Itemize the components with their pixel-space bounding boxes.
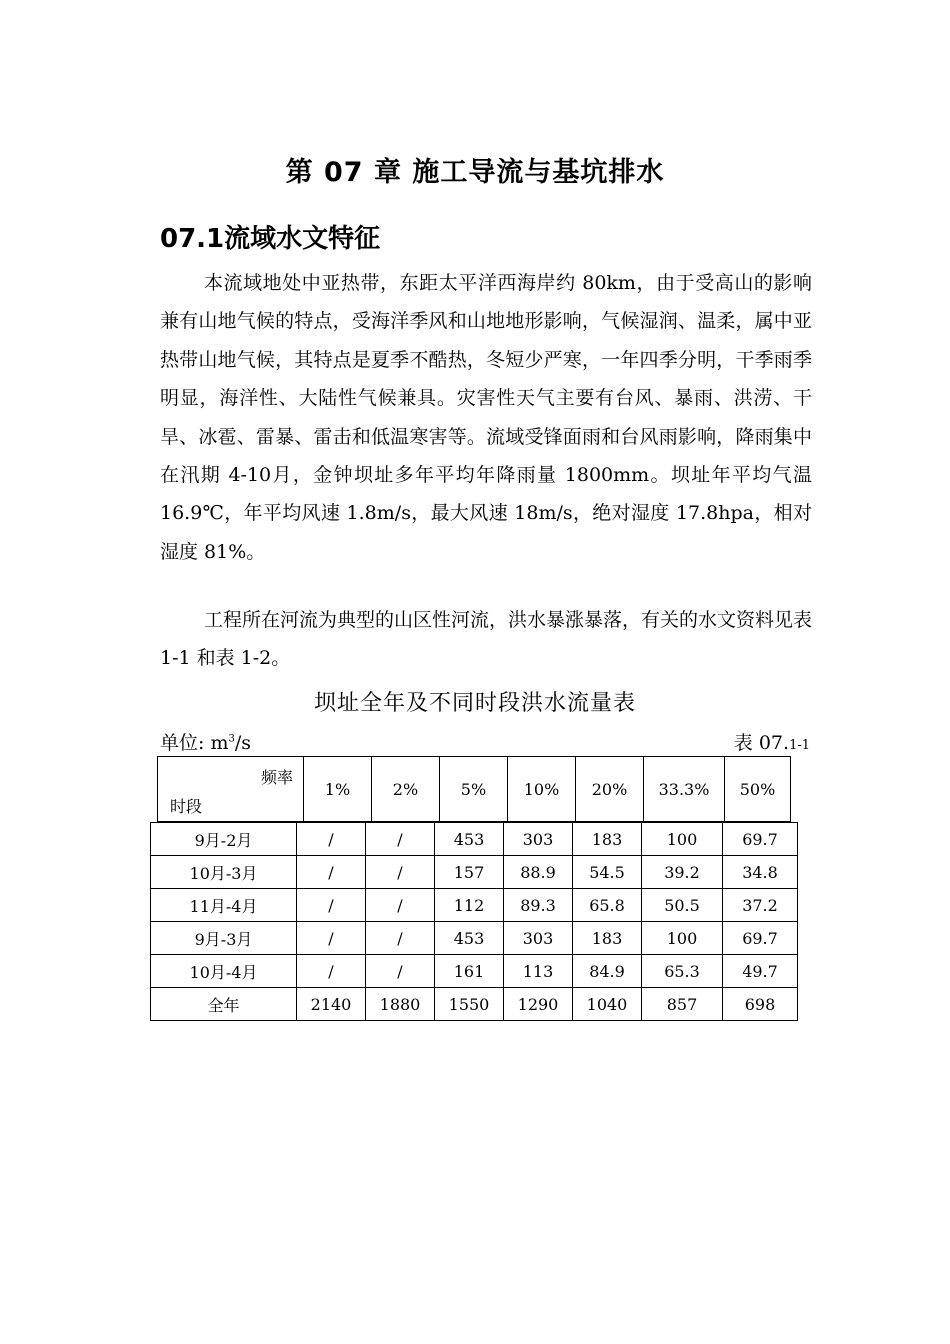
flow-cell: 113: [504, 955, 573, 988]
flow-cell: 100: [642, 823, 723, 856]
flow-cell: 1290: [504, 988, 573, 1021]
flow-cell: 65.8: [573, 889, 642, 922]
flood-table-header: [157, 756, 791, 822]
flow-cell: 857: [642, 988, 723, 1021]
flow-cell: 698: [723, 988, 798, 1021]
flow-cell: 1880: [366, 988, 435, 1021]
period-cell: 11月-4月: [151, 889, 297, 922]
flow-cell: 100: [642, 922, 723, 955]
flow-cell: 303: [504, 922, 573, 955]
period-cell: 全年: [151, 988, 297, 1021]
flow-cell: 183: [573, 823, 642, 856]
flow-cell: 183: [573, 922, 642, 955]
unit-label: 单位: $m^3/s$: [160, 732, 251, 754]
flow-cell: /: [366, 856, 435, 889]
chapter-title: 第 07 章 施工导流与基坑排水: [285, 157, 665, 188]
flow-cell: 84.9: [573, 955, 642, 988]
flow-cell: /: [297, 823, 366, 856]
flow-cell: 453: [435, 823, 504, 856]
period-cell: 9月-2月: [151, 823, 297, 856]
header-cell: 10%: [508, 757, 576, 822]
paragraph-river: 工程所在河流为典型的山区性河流，洪水暴涨暴落，有关的水文资料见表 1-1 和表 1-2。: [160, 609, 813, 670]
flow-cell: /: [297, 856, 366, 889]
section-title: 07.1流域水文特征: [160, 224, 381, 254]
table-row: [151, 889, 798, 922]
flow-cell: 34.8: [723, 856, 798, 889]
table-row: [151, 856, 798, 889]
flow-cell: /: [366, 922, 435, 955]
table-title: 坝址全年及不同时段洪水流量表: [313, 691, 636, 716]
header-cell: 50%: [725, 757, 791, 822]
flow-cell: /: [366, 823, 435, 856]
flow-cell: 49.7: [723, 955, 798, 988]
flow-cell: 88.9: [504, 856, 573, 889]
flow-cell: /: [297, 955, 366, 988]
header-cell: 1%: [304, 757, 372, 822]
flow-cell: /: [366, 955, 435, 988]
flow-cell: 453: [435, 922, 504, 955]
flow-cell: 1550: [435, 988, 504, 1021]
period-cell: 9月-3月: [151, 922, 297, 955]
flow-cell: 65.3: [642, 955, 723, 988]
table-number: 表 07.1-1: [733, 732, 810, 754]
period-cell: 10月-4月: [151, 955, 297, 988]
table-row: [151, 922, 798, 955]
period-cell: 10月-3月: [151, 856, 297, 889]
flow-cell: 157: [435, 856, 504, 889]
flood-table-body: [150, 822, 798, 1021]
flow-cell: 39.2: [642, 856, 723, 889]
header-cell: 5%: [440, 757, 508, 822]
flow-cell: /: [297, 922, 366, 955]
flow-cell: 50.5: [642, 889, 723, 922]
header-cell: 2%: [372, 757, 440, 822]
flow-cell: 54.5: [573, 856, 642, 889]
table-row: [151, 955, 798, 988]
flow-cell: 2140: [297, 988, 366, 1021]
flow-cell: 112: [435, 889, 504, 922]
flow-cell: 303: [504, 823, 573, 856]
flow-cell: 37.2: [723, 889, 798, 922]
header-period-label: 时段: [170, 797, 203, 816]
header-corner-cell: [158, 757, 304, 822]
flow-cell: 1040: [573, 988, 642, 1021]
flow-cell: 69.7: [723, 823, 798, 856]
flow-cell: 161: [435, 955, 504, 988]
flow-cell: /: [297, 889, 366, 922]
paragraph-hydrology: 本流域地处中亚热带，东距太平洋西海岸约 80km，由于受高山的影响兼有山地气候的特点，受海洋季风和山地地形影响，气候湿润、温柔，属中亚热带山地气候，其特点是夏季不酷热，冬短少严寒，一年四季分明，干季雨季明显，海洋性、大陆性气候兼具。灾害性天气主要有台风、暴雨、洪涝、干旱、冰雹、雷暴、雷击和低温寒害等。流域受锋面雨和台风雨影响，降雨集中在汛期 4-10月，金钟坝址多年平均年降雨量 1800mm。坝址年平均气温 16.9℃，年平均风速 1.8m/s，最大风速 18m/s，绝对湿度 17.8hpa，相对湿度 81%。: [160, 272, 812, 563]
table-row: [151, 988, 798, 1021]
flow-cell: 89.3: [504, 889, 573, 922]
header-frequency-label: 频率: [260, 768, 293, 787]
header-cell: 33.3%: [644, 757, 725, 822]
table-row: [151, 823, 798, 856]
flow-cell: 69.7: [723, 922, 798, 955]
header-cell: 20%: [576, 757, 644, 822]
flow-cell: /: [366, 889, 435, 922]
